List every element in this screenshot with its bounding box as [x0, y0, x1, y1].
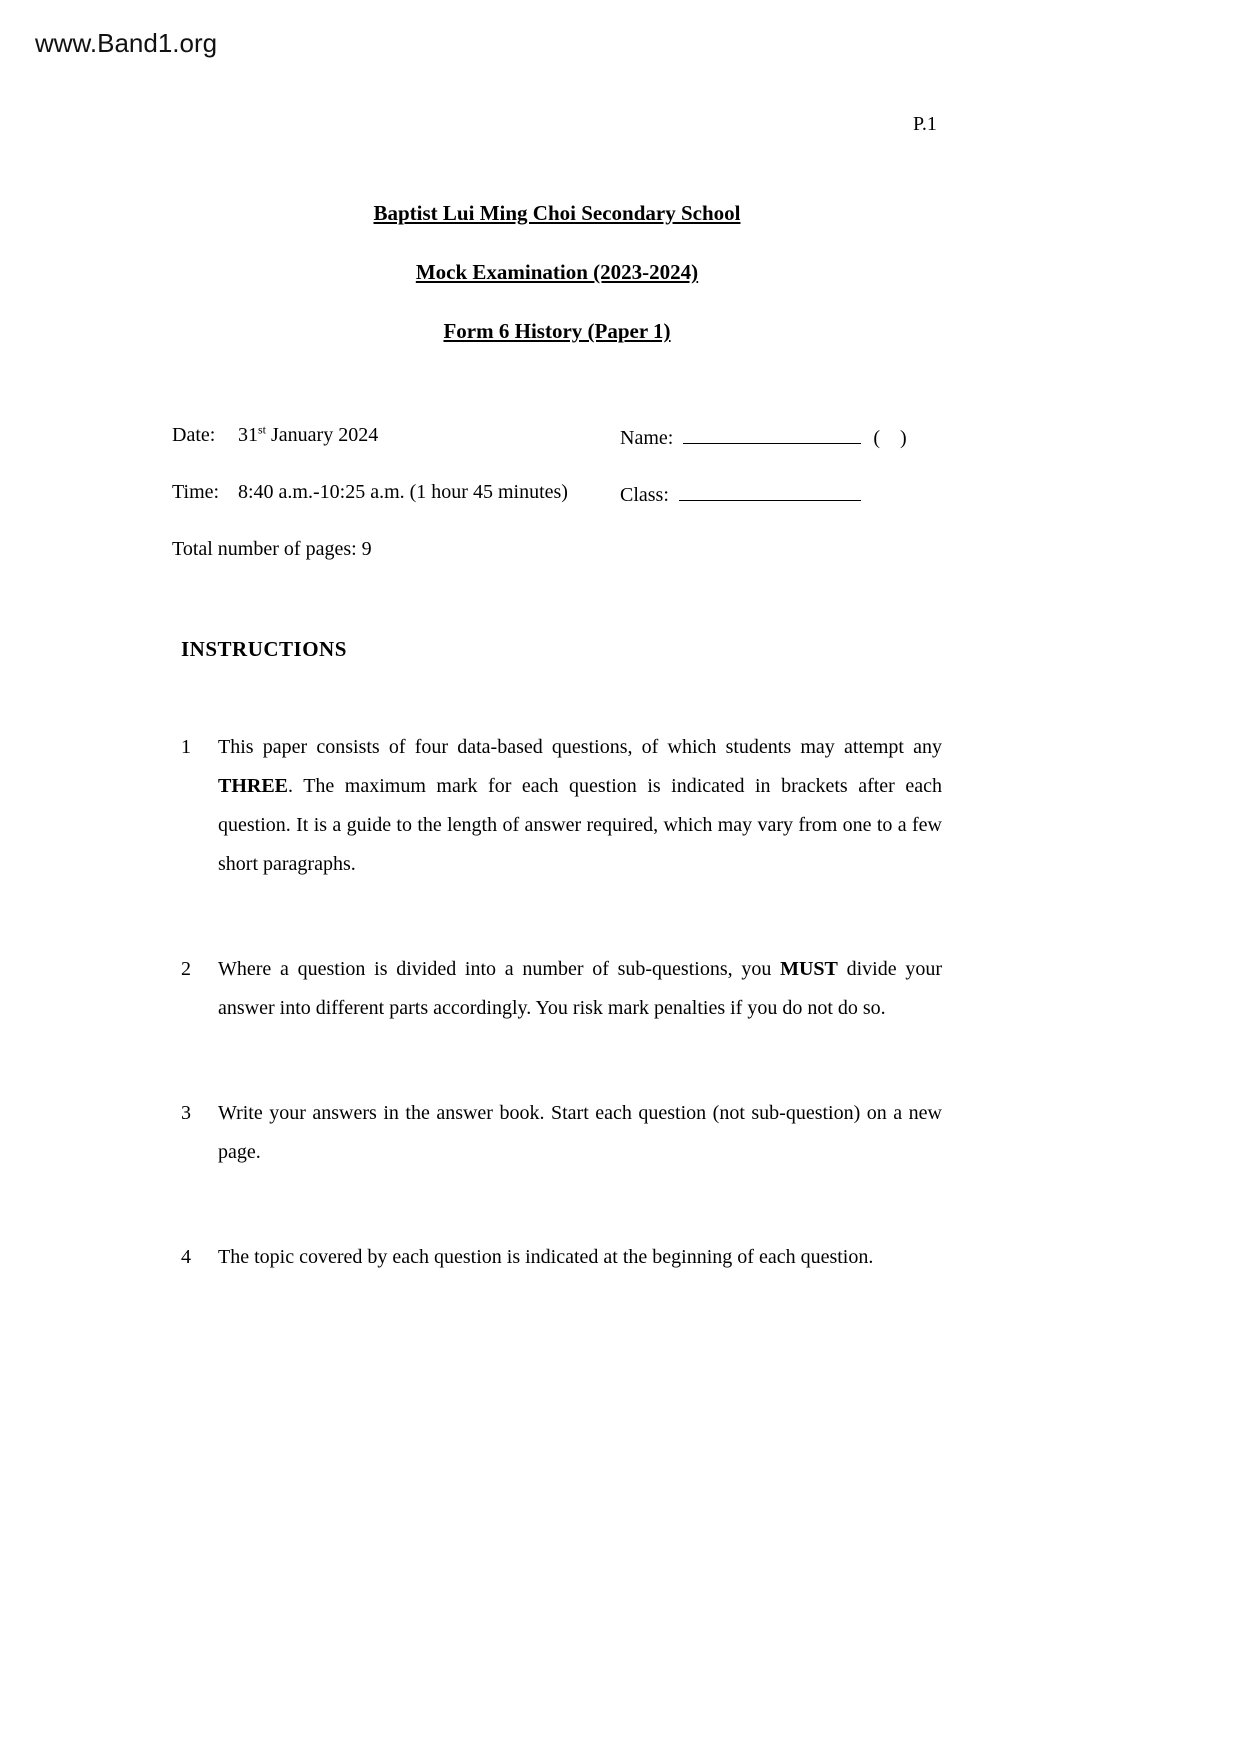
instruction-number: 2 — [181, 958, 191, 980]
instruction-text-pre: The topic covered by each question is indicated at the beginning of each question. — [218, 1246, 874, 1268]
instruction-text — [218, 1094, 942, 1172]
instruction-item-3 — [172, 1094, 942, 1172]
name-paren: ( ) — [873, 427, 907, 449]
instruction-number: 3 — [181, 1102, 191, 1124]
exam-title: Mock Examination (2023-2024) — [415, 260, 699, 284]
name-label: Name: — [620, 427, 674, 449]
time-label: Time: — [172, 481, 220, 503]
document-page — [172, 200, 942, 1277]
instruction-text-pre: This paper consists of four data-based questions, of which students may attempt any — [218, 736, 942, 758]
paper-title: Form 6 History (Paper 1) — [443, 319, 671, 343]
class-label: Class: — [620, 484, 669, 506]
instruction-number: 4 — [181, 1246, 191, 1268]
instruction-text-post: . The maximum mark for each question is indicated in brackets after each question. It is a guide to the length of answer required, which may vary from one to a few short paragraphs. — [218, 775, 942, 875]
exam-info-block — [172, 424, 942, 561]
school-name: Baptist Lui Ming Choi Secondary School — [373, 201, 741, 225]
instruction-text — [218, 728, 942, 884]
instructions-title: INSTRUCTIONS — [181, 637, 347, 661]
instruction-text — [218, 1238, 942, 1277]
document-header — [172, 200, 942, 344]
instruction-text-pre: Write your answers in the answer book. Start each question (not sub-question) on a new page. — [218, 1102, 942, 1163]
date-day: 31 — [238, 424, 258, 446]
instruction-text-bold: MUST — [780, 958, 838, 980]
date-label: Date: — [172, 424, 216, 446]
instruction-number: 1 — [181, 736, 191, 758]
instruction-item-1 — [172, 728, 942, 884]
instruction-text-bold: THREE — [218, 775, 289, 797]
time-value: 8:40 a.m.-10:25 a.m. (1 hour 45 minutes) — [238, 481, 568, 503]
total-pages: Total number of pages: 9 — [172, 538, 372, 560]
class-field — [620, 481, 861, 507]
date-ordinal: st — [258, 422, 267, 437]
time-class-row — [172, 481, 942, 507]
site-watermark: www.Band1.org — [35, 28, 218, 58]
page-number: P.1 — [913, 113, 937, 135]
instruction-text — [218, 950, 942, 1028]
name-blank-line — [683, 424, 861, 444]
date-field — [172, 424, 378, 447]
instruction-item-4 — [172, 1238, 942, 1277]
instruction-text-post: divide your answer into different parts accordingly. You risk mark penalties if you do not do so. — [218, 958, 943, 1019]
instruction-item-2 — [172, 950, 942, 1028]
date-rest: January 2024 — [266, 424, 379, 446]
class-blank-line — [679, 481, 861, 501]
instruction-text-pre: Where a question is divided into a number of sub-questions, you — [218, 958, 781, 980]
name-field — [620, 424, 907, 450]
date-name-row — [172, 424, 942, 450]
time-field — [172, 481, 568, 504]
